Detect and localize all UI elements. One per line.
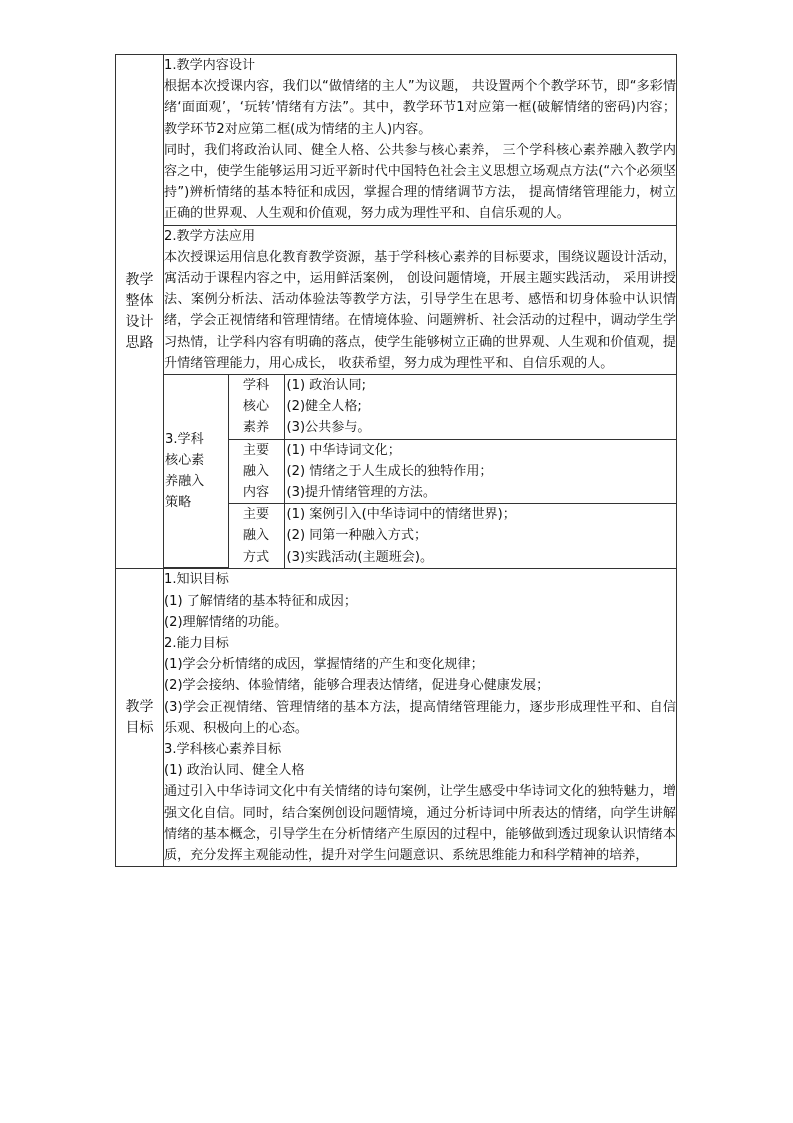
- strategy-table: [164, 375, 676, 568]
- method-paragraph: 本次授课运用信息化教育教学资源，基于学科核心素养的目标要求，围绕议题设计活动，寓活动于课程内容之中，运用鲜活案例， 创设问题情境，开展主题实践活动， 采用讲授法、案例分析法、活动体验法等教学方法，引导学生在思考、感悟和切身体验中认识情绪，学会正视情绪和管理情绪。在情境体验、问题辨析、社会活动的过程中，调动学生学习热情，让学科内容有明确的落点，使学生能够树立正确的世界观、人生观和价值观，提升情绪管理能力，用心成长， 收获希望，努力成为理性平和、自信乐观的人。: [164, 249, 676, 371]
- list-item: (2) 情绪之于人生成长的独特作用；: [286, 463, 493, 479]
- objective-heading: 1.知识目标: [164, 572, 229, 588]
- objective-heading: 3.学科核心素养目标: [164, 742, 282, 757]
- content-design-heading: 1.教学内容设计: [164, 58, 256, 73]
- section-label-objectives: 教学 目标: [116, 569, 164, 867]
- objective-item: (1)学会分析情绪的成因，掌握情绪的产生和变化规律；: [164, 657, 484, 673]
- strategy-row: [164, 439, 676, 504]
- list-item: (1) 政治认同;: [286, 378, 366, 394]
- method-cell: [164, 225, 677, 374]
- list-item: (2) 同第一种融入方式；: [286, 528, 428, 544]
- strategy-items: [284, 375, 676, 439]
- objective-item: (3)学会正视情绪、管理情绪的基本方法，提高情绪管理能力，逐步形成理性平和、自信乐观、积极向上的心态。: [164, 699, 676, 736]
- objectives-cell: [164, 569, 677, 867]
- objective-paragraph: 通过引入中华诗词文化中有关情绪的诗句案例，让学生感受中华诗词文化的独特魅力，增强文化自信。同时，结合案例创设问题情境，通过分析诗词中所表达的情绪，向学生讲解情绪的基本概念，引导学生在分析情绪产生原因的过程中，能够做到透过现象认识情绪本质，充分发挥主观能动性，提升对学生问题意识、系统思维能力和科学精神的培养，: [164, 784, 676, 864]
- design-row-strategy: [116, 375, 677, 569]
- list-item: (3)公共参与。: [286, 420, 371, 436]
- list-item: (1) 案例引入(中华诗词中的情绪世界)；: [286, 507, 516, 523]
- strategy-sublabel: 学科 核心 素养: [228, 375, 284, 439]
- strategy-items: [284, 439, 676, 504]
- strategy-items: [284, 504, 676, 568]
- objective-item: (2)理解情绪的功能。: [164, 614, 288, 630]
- design-row-content: [116, 55, 677, 226]
- list-item: (2)健全人格;: [286, 399, 362, 415]
- method-heading: 2.教学方法应用: [164, 228, 256, 244]
- section-label-overall-design: 教学 整体 设计 思路: [116, 55, 164, 569]
- strategy-label: 3.学科 核心素 养融入 策略: [164, 375, 228, 568]
- strategy-sublabel: 主要 融入 方式: [228, 504, 284, 568]
- objectives-row: [116, 569, 677, 867]
- list-item: (3)提升情绪管理的方法。: [286, 485, 436, 501]
- document-page: [115, 54, 677, 867]
- strategy-cell: [164, 375, 677, 569]
- content-design-cell: [164, 55, 677, 226]
- content-design-paragraph: 同时，我们将政治认同、健全人格、公共参与核心素养， 三个学科核心素养融入教学内容之中，使学生能够运用习近平新时代中国特色社会主义思想立场观点方法(“六个必须坚持”)辨析情绪的基本特征和成因，掌握合理的情绪调节方法， 提高情绪管理能力，树立正确的世界观、人生观和价值观，努力成为理性平和、自信乐观的人。: [164, 142, 676, 222]
- strategy-row: [164, 375, 676, 439]
- lesson-plan-table: [115, 54, 677, 867]
- strategy-sublabel: 主要 融入 内容: [228, 439, 284, 504]
- design-row-method: [116, 225, 677, 374]
- objective-item: (1) 政治认同、健全人格: [164, 763, 305, 779]
- objective-item: (1) 了解情绪的基本特征和成因；: [164, 593, 357, 609]
- objective-item: (2)学会接纳、体验情绪，能够合理表达情绪，促进身心健康发展；: [164, 678, 550, 694]
- strategy-row: [164, 504, 676, 568]
- content-design-paragraph: 根据本次授课内容，我们以“做情绪的主人”为议题， 共设置两个个教学环节，即“多彩情绪‘面面观’，‘玩转’情绪有方法”。其中，教学环节1对应第一框(破解情绪的密码)内容；教学环节2对应第二框(成为情绪的主人)内容。: [164, 79, 676, 137]
- list-item: (1) 中华诗词文化；: [286, 442, 401, 458]
- list-item: (3)实践活动(主题班会)。: [286, 549, 434, 565]
- objective-heading: 2.能力目标: [164, 635, 229, 651]
